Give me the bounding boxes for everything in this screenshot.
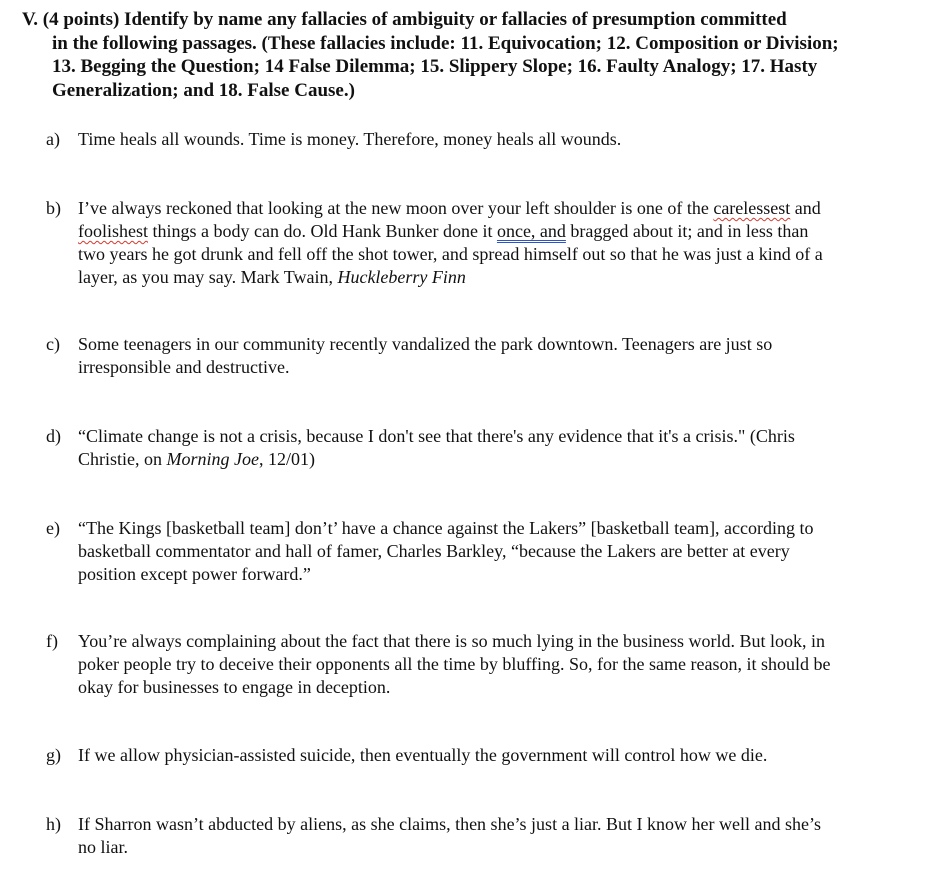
item-label: e) bbox=[46, 518, 60, 538]
item-label: g) bbox=[46, 745, 61, 765]
spelling-error-word[interactable]: foolishest bbox=[78, 221, 148, 241]
item-label: f) bbox=[46, 631, 58, 651]
item-text-line: okay for businesses to engage in deception. bbox=[78, 677, 391, 697]
item-text-line bbox=[78, 448, 916, 471]
item-text-line: two years he got drunk and fell off the shot tower, and spread himself out so that he was just a kind of a bbox=[78, 244, 823, 264]
list-item-e bbox=[46, 517, 916, 586]
item-text-line bbox=[78, 197, 916, 220]
list-item-b bbox=[46, 197, 916, 289]
text-segment: things a body can do. Old Hank Bunker done it bbox=[148, 221, 497, 241]
book-title: Huckleberry Finn bbox=[337, 267, 466, 287]
heading-line-1: V. (4 points) Identify by name any fallacies of ambiguity or fallacies of presumption committed bbox=[22, 9, 787, 30]
item-text-line: Time heals all wounds. Time is money. Therefore, money heals all wounds. bbox=[78, 129, 622, 149]
heading-line-2: in the following passages. (These fallacies include: 11. Equivocation; 12. Composition or Division; bbox=[52, 32, 839, 54]
item-label: c) bbox=[46, 334, 60, 354]
item-label: a) bbox=[46, 129, 60, 149]
item-text-line: position except power forward.” bbox=[78, 564, 311, 584]
list-item-f bbox=[46, 630, 916, 699]
heading-line-3: 13. Begging the Question; 14 False Dilemma; 15. Slippery Slope; 16. Faulty Analogy; 17. Hasty bbox=[52, 56, 818, 77]
item-text-line: poker people try to deceive their opponents all the time by bluffing. So, for the same reason, it should be bbox=[78, 654, 831, 674]
item-label: d) bbox=[46, 426, 61, 446]
item-text-line: If Sharron wasn’t abducted by aliens, as she claims, then she’s just a liar. But I know her well and she’s bbox=[78, 814, 822, 834]
item-text-line: no liar. bbox=[78, 837, 128, 857]
item-text-line: If we allow physician-assisted suicide, then eventually the government will control how we die. bbox=[78, 745, 768, 765]
list-item-c bbox=[46, 333, 916, 379]
item-text-line: irresponsible and destructive. bbox=[78, 357, 290, 377]
item-text-line: “Climate change is not a crisis, because I don't see that there's any evidence that it's a crisis." (Chris bbox=[78, 426, 795, 446]
list-item-d bbox=[46, 425, 916, 471]
text-segment: bragged about it; and in less than bbox=[565, 221, 809, 241]
item-text-line bbox=[78, 266, 916, 289]
text-segment: and bbox=[790, 198, 821, 218]
grammar-suggestion-phrase[interactable]: once, and bbox=[496, 221, 566, 241]
spelling-error-word[interactable]: carelessest bbox=[713, 198, 791, 218]
item-text-line: “The Kings [basketball team] don’t’ have a chance against the Lakers” [basketball team], according to bbox=[78, 518, 814, 538]
item-text-line bbox=[78, 220, 916, 243]
text-segment: I’ve always reckoned that looking at the new moon over your left shoulder is one of the bbox=[78, 198, 714, 218]
question-heading bbox=[22, 8, 922, 102]
list-item-a bbox=[46, 128, 916, 151]
item-label: h) bbox=[46, 814, 61, 834]
heading-line-4: Generalization; and 18. False Cause.) bbox=[52, 79, 355, 101]
item-text-line: basketball commentator and hall of famer, Charles Barkley, “because the Lakers are better at every bbox=[78, 541, 790, 561]
item-label: b) bbox=[46, 198, 61, 218]
text-segment: layer, as you may say. Mark Twain, bbox=[78, 267, 338, 287]
show-title: Morning Joe bbox=[166, 449, 259, 469]
item-text-line: You’re always complaining about the fact that there is so much lying in the business world. But look, in bbox=[78, 631, 826, 651]
text-segment: Christie, on bbox=[78, 449, 167, 469]
list-item-h bbox=[46, 813, 916, 859]
list-item-g bbox=[46, 744, 916, 767]
item-text-line: Some teenagers in our community recently vandalized the park downtown. Teenagers are just so bbox=[78, 334, 773, 354]
text-segment: , 12/01) bbox=[258, 449, 315, 469]
